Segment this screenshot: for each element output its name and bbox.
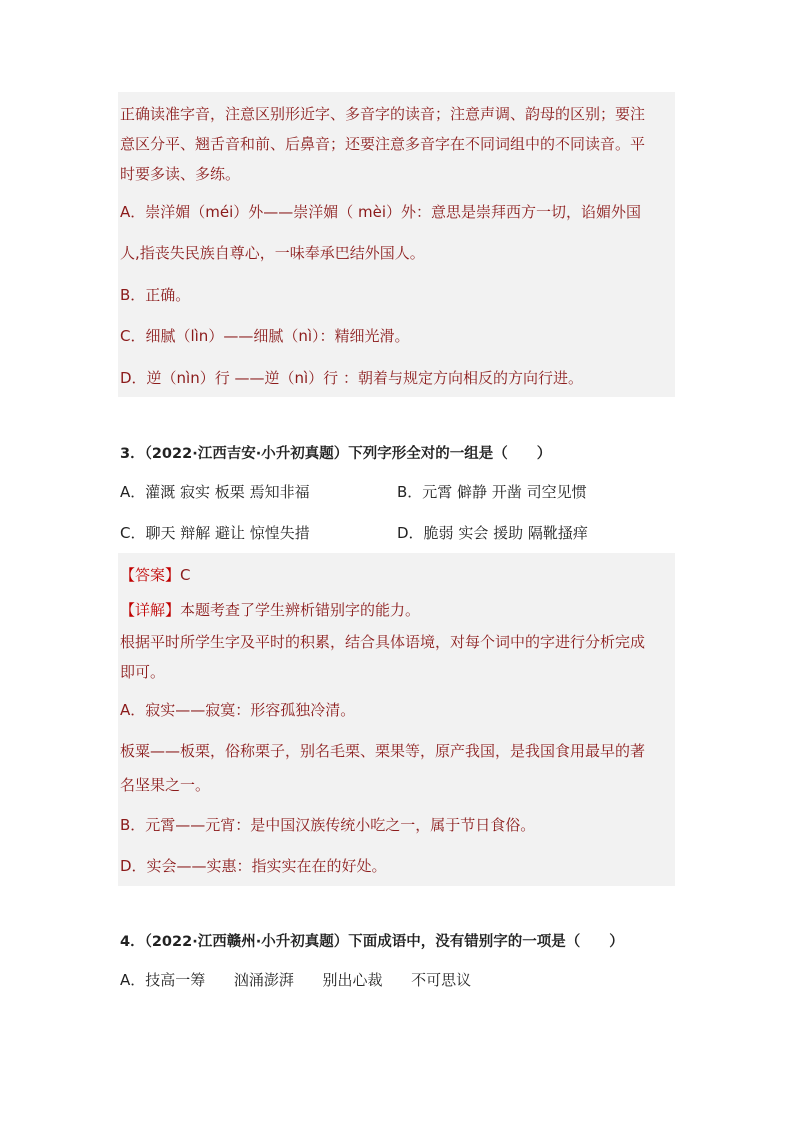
detail-line-1: 根据平时所学生字及平时的积累，结合具体语境，对每个词中的字进行分析完成 [120, 633, 646, 651]
detail-line [120, 600, 420, 620]
detail-line-4: 板粟——板栗，俗称栗子，别名毛栗、栗果等，原产我国，是我国食用最早的著 [120, 742, 646, 760]
explain-line-7: C．细腻（lìn）——细腻（nì）：精细光滑。 [120, 327, 410, 345]
explain-line-6: B．正确。 [120, 286, 191, 304]
question-3-option-b: B．元霄 僻静 开凿 司空见惯 [397, 483, 587, 501]
detail-line-7: D．实会——实惠：指实实在在的好处。 [120, 857, 387, 875]
explain-line-4: A．崇洋媚（méi）外——崇洋媚（ mèi）外：意思是崇拜西方一切，谄媚外国 [120, 203, 642, 221]
explain-line-8: D．逆（nìn）行 ——逆（nì）行 ：朝着与规定方向相反的方向行进。 [120, 369, 583, 387]
question-3-stem: 3．（2022·江西吉安·小升初真题）下列字形全对的一组是（ ） [120, 446, 552, 462]
answer-tag: 【答案】 [120, 566, 181, 584]
explain-line-3: 时要多读、多练。 [120, 165, 241, 183]
detail-line-5: 名坚果之一。 [120, 776, 211, 794]
explain-line-2: 意区分平、翘舌音和前、后鼻音；还要注意多音字在不同词组中的不同读音。平 [120, 135, 646, 153]
question-4-option-a: A．技高一筹 汹涌澎湃 别出心裁 不可思议 [120, 971, 472, 989]
explain-line-1: 正确读准字音，注意区别形近字、多音字的读音；注意声调、韵母的区别；要注 [120, 105, 646, 123]
question-3-option-a: A．灌溉 寂实 板栗 焉知非福 [120, 483, 310, 501]
detail-line-3: A．寂实——寂寞：形容孤独冷清。 [120, 701, 356, 719]
explain-line-5: 人,指丧失民族自尊心，一味奉承巴结外国人。 [120, 244, 425, 262]
answer-line [120, 565, 191, 585]
detail-intro: 本题考查了学生辨析错别字的能力。 [180, 601, 421, 619]
detail-tag: 【详解】 [120, 601, 181, 619]
detail-line-6: B．元霄——元宵：是中国汉族传统小吃之一，属于节日食俗。 [120, 816, 536, 834]
question-3-option-c: C．聊天 辩解 避让 惊惶失措 [120, 524, 310, 542]
question-3-option-d: D．脆弱 实会 援助 隔靴搔痒 [397, 524, 588, 542]
detail-line-2: 即可。 [120, 663, 166, 681]
answer-value: C [180, 566, 191, 584]
question-4-stem: 4．（2022·江西赣州·小升初真题）下面成语中，没有错别字的一项是（ ） [120, 934, 624, 950]
